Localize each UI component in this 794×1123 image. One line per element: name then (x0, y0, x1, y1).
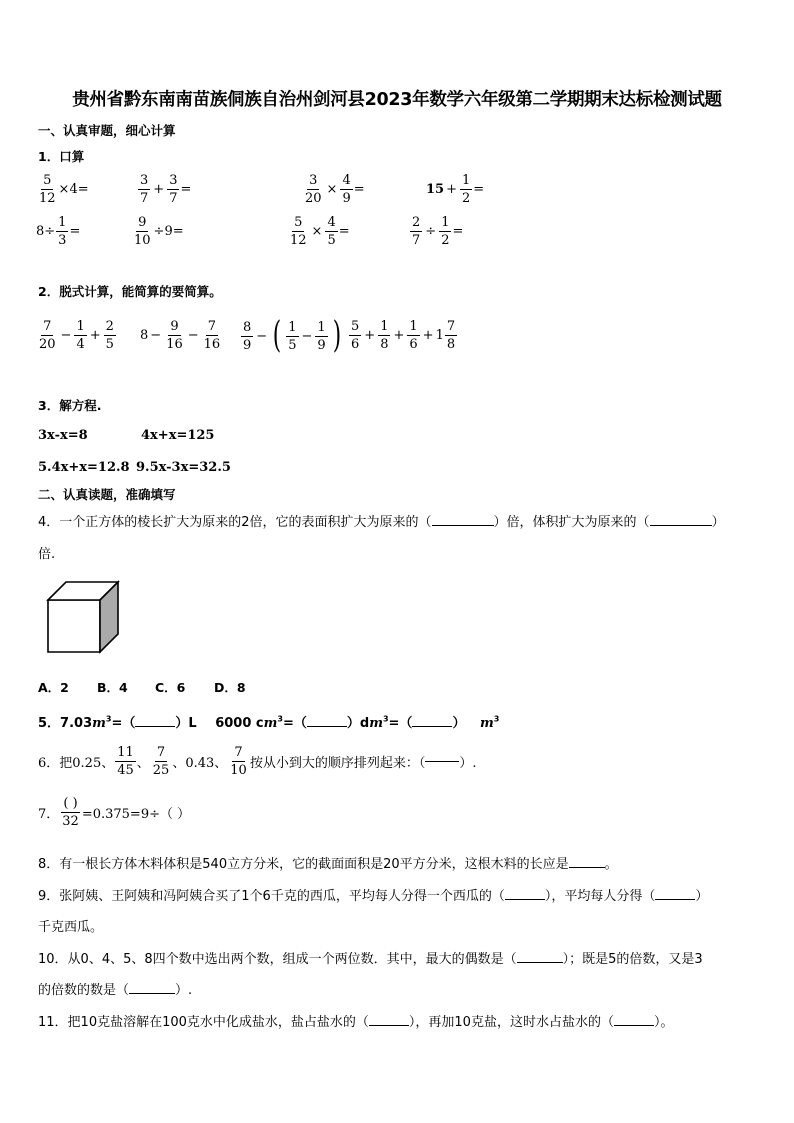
q4-option-d[interactable]: D．8 (214, 680, 246, 695)
q5-question (38, 712, 499, 731)
unit-m: m (263, 716, 278, 731)
denominator: 5 (327, 233, 336, 248)
q1-row2-c (287, 214, 350, 249)
q11-blank-1[interactable] (369, 1025, 409, 1026)
denominator: 32 (62, 814, 79, 829)
q5-blank-2[interactable] (307, 726, 347, 727)
numerator: 3 (309, 173, 318, 188)
q5-text-b: =（ (111, 716, 136, 731)
q10-text-d: ）. (175, 983, 193, 998)
operator: ÷ (425, 224, 437, 239)
numerator: 7 (156, 745, 166, 760)
q2-expr-2 (140, 318, 223, 353)
operator: − (150, 328, 162, 343)
q9-text-c: ） (695, 889, 709, 904)
denominator: 45 (117, 763, 134, 778)
q9-question (38, 885, 708, 904)
q1-row1-b (137, 172, 191, 207)
numerator: 2 (105, 319, 114, 334)
denominator: 8 (380, 337, 389, 352)
q1-label: 1．口算 (38, 149, 85, 164)
denominator: 16 (166, 337, 183, 352)
q4-blank-1[interactable] (432, 525, 494, 526)
q7-question (38, 795, 190, 830)
q9-blank-1[interactable] (505, 899, 545, 900)
unit-m: m (369, 716, 383, 731)
expr-tail: ×4= (58, 182, 89, 197)
q6-question (38, 744, 476, 779)
expr-tail: = (473, 182, 485, 197)
expr-tail: ÷9= (153, 224, 184, 239)
q11-blank-2[interactable] (614, 1025, 654, 1026)
q9-text-a: 9．张阿姨、王阿姨和冯阿姨合买了1个6千克的西瓜，平均每人分得一个西瓜的（ (38, 889, 505, 904)
q10-text-a: 10．从0、4、5、8四个数中选出两个数，组成一个两位数．其中，最大的偶数是（ (38, 952, 517, 967)
q4-text-c: ） (711, 515, 725, 530)
q6-text-c: 按从小到大的顺序排列起来：（ (249, 756, 426, 771)
q10-text-c: 的倍数的数是（ (38, 983, 130, 998)
q4-text-a: 4．一个正方体的棱长扩大为原来的2倍，它的表面积扩大为原来的（ (38, 515, 432, 530)
numerator: 3 (140, 173, 149, 188)
section-2-heading: 二、认真读题，准确填写 (38, 487, 176, 502)
numerator-blank[interactable]: ( ) (63, 796, 78, 811)
denominator: 10 (230, 763, 247, 778)
q10-question (38, 948, 703, 967)
q3-equation-4: 9.5x-3x=32.5 (136, 460, 231, 475)
cube-figure (44, 578, 124, 656)
q1-row2-b (131, 214, 184, 249)
q4-text-b: ）倍，体积扩大为原来的（ (493, 515, 650, 530)
unit-exp: 3 (277, 714, 283, 724)
q8-text: 8．有一根长方体木料体积是540立方分米，它的截面面积是20平方分米，这根木料的长应是 (38, 857, 569, 872)
numerator: 2 (412, 215, 421, 230)
numerator: 11 (117, 745, 134, 760)
q6-text-a: 6．把0.25、 (38, 756, 115, 771)
denominator: 5 (288, 337, 297, 353)
denominator: 9 (342, 191, 351, 206)
numerator: 9 (138, 215, 147, 230)
q1-row2-d (409, 214, 463, 249)
q11-question (38, 1011, 673, 1030)
numerator: 5 (351, 319, 360, 334)
denominator: 4 (76, 337, 85, 352)
denominator: 9 (317, 337, 326, 353)
numerator: 5 (294, 215, 303, 230)
q1-row1-d (426, 172, 484, 207)
q8-blank[interactable] (569, 867, 605, 868)
numerator: 1 (380, 319, 389, 334)
q8-question (38, 853, 618, 872)
q9-text-b: ），平均每人分得（ (544, 889, 656, 904)
expr-tail: = (338, 224, 350, 239)
operator: × (326, 182, 338, 197)
q5-text-f: ）d (346, 716, 370, 731)
q4-option-c[interactable]: C．6 (155, 680, 186, 695)
q4-option-b[interactable]: B．4 (97, 680, 128, 695)
numerator: 9 (170, 319, 179, 334)
q5-text-c: ）L (175, 716, 197, 731)
numerator: 1 (317, 319, 326, 335)
section-1-heading: 一、认真审题，细心计算 (38, 123, 176, 138)
numerator: 4 (342, 173, 351, 188)
q5-text-h: ） (452, 716, 466, 731)
q11-text-b: ），再加10克盐，这时水占盐水的（ (408, 1015, 614, 1030)
unit-exp: 3 (105, 714, 112, 724)
denominator: 7 (140, 191, 149, 206)
expr-head: 8÷ (36, 224, 56, 239)
denominator: 6 (351, 337, 360, 352)
q11-text-a: 11．把10克盐溶解在100克水中化成盐水，盐占盐水的（ (38, 1015, 369, 1030)
unit-m: m (92, 716, 106, 731)
q1-row1-a (36, 172, 89, 207)
q2-expr-1 (36, 318, 117, 353)
q5-text-g: =（ (388, 716, 413, 731)
page-title: 贵州省黔东南南苗族侗族自治州剑河县2023年数学六年级第二学期期末达标检测试题 (72, 90, 722, 110)
numerator: 7 (446, 319, 456, 334)
operator: − (301, 328, 313, 344)
q5-text-a: 5．7.03 (38, 716, 93, 731)
q2-label: 2．脱式计算，能简算的要简算。 (38, 284, 222, 299)
numerator: 1 (462, 173, 471, 188)
q1-row2-a (36, 214, 80, 249)
q5-text-e: =（ (282, 716, 307, 731)
denominator: 9 (243, 337, 252, 353)
expr-tail: = (180, 182, 192, 197)
denominator: 16 (203, 337, 221, 352)
unit-exp: 3 (382, 714, 389, 724)
q6-blank[interactable] (425, 761, 459, 762)
denominator: 3 (58, 233, 67, 248)
denominator: 2 (462, 191, 471, 206)
q1-row1-c (302, 172, 365, 207)
numerator: 7 (207, 319, 217, 334)
denominator: 7 (412, 233, 421, 248)
q3-label: 3．解方程. (38, 398, 102, 413)
q4-option-a[interactable]: A．2 (38, 680, 69, 695)
q10-text-b: ）；既是5的倍数，又是3 (562, 952, 703, 967)
q6-text-d: ）. (459, 756, 477, 771)
q4-question (38, 511, 725, 530)
denominator: 2 (441, 233, 450, 248)
right-paren: ) (332, 315, 341, 356)
denominator: 25 (152, 763, 170, 778)
q10-blank-2[interactable] (129, 993, 175, 994)
numerator: 7 (43, 319, 52, 334)
denominator: 10 (134, 233, 151, 248)
q6-text-b: 、0.43、 (172, 756, 228, 771)
q5-blank-3[interactable] (412, 726, 452, 727)
expr-head: 15 (426, 182, 445, 197)
q7-label: 7． (38, 807, 60, 822)
q10-blank-1[interactable] (517, 962, 563, 963)
q4-blank-2[interactable] (650, 525, 712, 526)
denominator: 7 (169, 191, 178, 206)
separator: 、 (136, 756, 150, 771)
q10-question-cont (38, 979, 192, 998)
unit-exp: 3 (493, 714, 500, 724)
numerator: 3 (169, 173, 178, 188)
denominator: 6 (409, 337, 418, 352)
denominator: 12 (290, 233, 307, 248)
q9-blank-2[interactable] (655, 899, 695, 900)
numerator: 1 (409, 319, 418, 334)
operator: + (422, 328, 434, 343)
numerator: 8 (243, 319, 252, 335)
numerator: 1 (58, 215, 67, 230)
q11-text-c: ）。 (653, 1015, 674, 1030)
q3-equation-2: 4x+x=125 (141, 428, 215, 443)
numerator: 5 (43, 173, 52, 188)
q7-tail: =0.375=9÷（ ） (81, 807, 191, 822)
q8-end: 。 (604, 857, 618, 872)
q3-equation-3: 5.4x+x=12.8 (38, 460, 130, 475)
q2-expr-3 (240, 315, 345, 356)
q9-text-d: 千克西瓜。 (38, 920, 104, 935)
numerator: 7 (234, 745, 243, 760)
expr-tail: = (353, 182, 365, 197)
numerator: 1 (288, 319, 297, 335)
q3-equation-1: 3x-x=8 (38, 428, 88, 443)
operator: − (60, 328, 72, 343)
cube-front-face (48, 600, 100, 652)
operator: − (256, 328, 268, 344)
numerator: 1 (441, 215, 450, 230)
expr-head: 8 (140, 328, 149, 343)
expr-tail: = (452, 224, 464, 239)
operator: − (187, 328, 199, 343)
denominator: 20 (305, 191, 322, 206)
q4-text-d: 倍. (38, 547, 56, 562)
operator: + (89, 328, 101, 343)
q5-blank-1[interactable] (135, 726, 175, 727)
operator: + (393, 328, 405, 343)
operator: + (446, 182, 457, 197)
q2-expr-4 (348, 318, 458, 353)
left-paren: ( (272, 315, 282, 356)
denominator: 8 (446, 337, 456, 352)
denominator: 5 (105, 337, 114, 352)
numerator: 4 (327, 215, 336, 230)
operator: × (311, 224, 323, 239)
expr-tail: = (69, 224, 81, 239)
numerator: 1 (76, 319, 85, 334)
operator: + (153, 182, 165, 197)
denominator: 20 (39, 337, 56, 352)
mixed-whole: 1 (435, 328, 444, 343)
operator: + (364, 328, 376, 343)
q5-text-d: 6000 c (215, 716, 264, 731)
unit-m: m (479, 716, 494, 731)
denominator: 12 (39, 191, 56, 206)
